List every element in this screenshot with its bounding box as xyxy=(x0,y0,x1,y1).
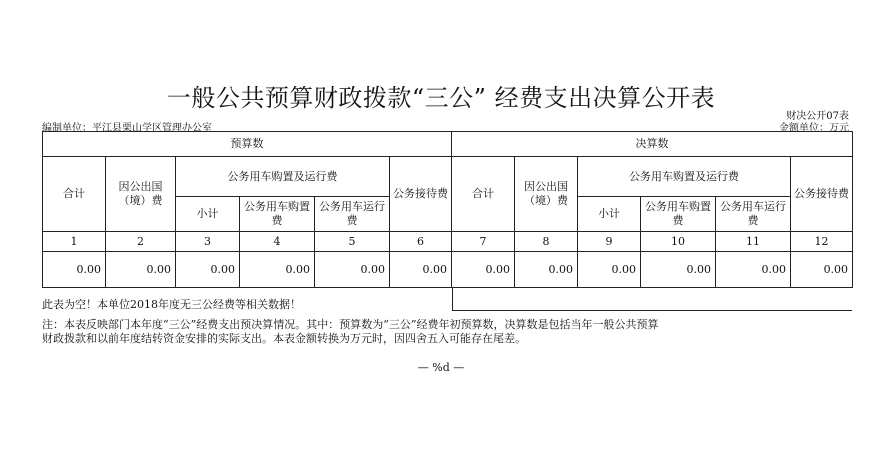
budget-vehicle-header: 公务用车购置及运行费 xyxy=(176,157,390,197)
value-cell: 0.00 xyxy=(578,252,641,288)
col-number: 10 xyxy=(641,232,716,252)
col-number: 2 xyxy=(106,232,176,252)
divider xyxy=(452,310,852,311)
compiling-unit: 编制单位：平江县栗山学区管理办公室 xyxy=(42,123,212,134)
form-number: 财决公开07表 xyxy=(786,111,849,122)
amount-unit: 金额单位：万元 xyxy=(779,123,849,134)
footnote-line: 注：本表反映部门本年度“三公”经费支出预决算情况。其中：预算数为“三公”经费年初预算数，决算数是包括当年一般公共预算 xyxy=(42,318,659,331)
header-row-2 xyxy=(43,157,853,197)
value-cell: 0.00 xyxy=(43,252,106,288)
budget-vehicle-run-header: 公务用车运行费 xyxy=(315,197,390,232)
budget-reception-header: 公务接待费 xyxy=(390,157,452,232)
footnote xyxy=(42,318,742,346)
final-reception-header: 公务接待费 xyxy=(791,157,853,232)
budget-header: 预算数 xyxy=(43,132,452,157)
column-number-row xyxy=(43,232,853,252)
final-subtotal-header: 小计 xyxy=(578,197,641,232)
col-number: 7 xyxy=(452,232,515,252)
col-number: 5 xyxy=(315,232,390,252)
final-total-header: 合计 xyxy=(452,157,515,232)
value-cell: 0.00 xyxy=(515,252,578,288)
value-cell: 0.00 xyxy=(240,252,315,288)
col-number: 1 xyxy=(43,232,106,252)
expenditure-table xyxy=(42,131,853,288)
value-cell: 0.00 xyxy=(452,252,515,288)
budget-total-header: 合计 xyxy=(43,157,106,232)
col-number: 9 xyxy=(578,232,641,252)
footnote-line: 财政拨款和以前年度结转资金安排的实际支出。本表金额转换为万元时，因四舍五入可能存在尾差。 xyxy=(42,332,526,345)
page-title: 一般公共预算财政拨款“三公” 经费支出决算公开表 xyxy=(166,84,716,112)
empty-table-note: 此表为空！本单位2018年度无三公经费等相关数据！ xyxy=(42,298,301,311)
value-cell: 0.00 xyxy=(176,252,240,288)
col-number: 6 xyxy=(390,232,452,252)
value-cell: 0.00 xyxy=(641,252,716,288)
divider xyxy=(452,288,453,311)
value-cell: 0.00 xyxy=(315,252,390,288)
budget-abroad-header: 因公出国（境）费 xyxy=(106,157,176,232)
value-cell: 0.00 xyxy=(791,252,853,288)
final-header: 决算数 xyxy=(452,132,853,157)
budget-vehicle-purchase-header: 公务用车购置费 xyxy=(240,197,315,232)
col-number: 4 xyxy=(240,232,315,252)
value-cell: 0.00 xyxy=(106,252,176,288)
col-number: 11 xyxy=(716,232,791,252)
col-number: 12 xyxy=(791,232,853,252)
budget-subtotal-header: 小计 xyxy=(176,197,240,232)
header-row-1 xyxy=(43,132,853,157)
value-cell: 0.00 xyxy=(716,252,791,288)
col-number: 3 xyxy=(176,232,240,252)
final-vehicle-purchase-header: 公务用车购置费 xyxy=(641,197,716,232)
page-number: — %d — xyxy=(417,361,465,374)
value-row xyxy=(43,252,853,288)
final-vehicle-header: 公务用车购置及运行费 xyxy=(578,157,791,197)
col-number: 8 xyxy=(515,232,578,252)
value-cell: 0.00 xyxy=(390,252,452,288)
final-vehicle-run-header: 公务用车运行费 xyxy=(716,197,791,232)
final-abroad-header: 因公出国（境）费 xyxy=(515,157,578,232)
